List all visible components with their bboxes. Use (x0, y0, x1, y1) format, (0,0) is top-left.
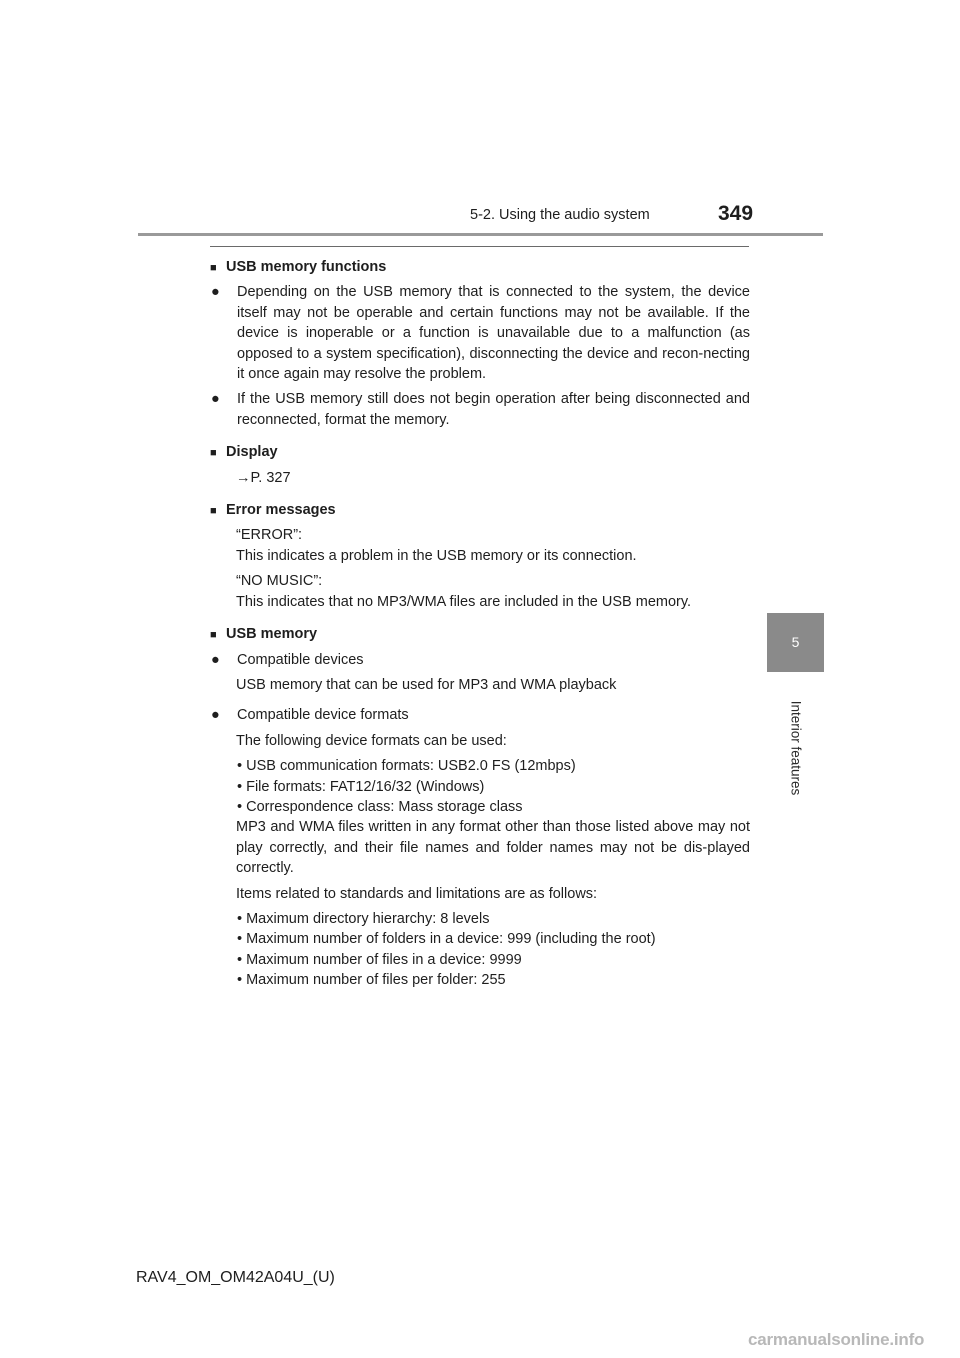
paragraph: The following device formats can be used: (236, 732, 507, 749)
error-label: “ERROR”: (236, 527, 303, 544)
bullet-text: Compatible devices (237, 651, 364, 668)
document-code: RAV4_OM_OM42A04U_(U) (136, 1269, 335, 1286)
header-divider (138, 233, 823, 236)
square-bullet-icon: ■ (210, 447, 217, 460)
content-divider (210, 246, 749, 247)
section-heading-usb-memory (210, 624, 750, 645)
paragraph: MP3 and WMA files written in any format other than those listed above may not play correctly, and their file names and folder names may not be dis-played correctly. (236, 819, 750, 877)
section-heading-errors (210, 500, 750, 521)
watermark: carmanualsonline.info (748, 1330, 925, 1349)
error-description: This indicates that no MP3/WMA files are included in the USB memory. (236, 593, 692, 610)
bullet-text: Compatible device formats (237, 707, 409, 724)
heading-text: USB memory (226, 626, 318, 643)
bullet-item (210, 650, 750, 670)
square-bullet-icon: ■ (210, 505, 217, 518)
list-item: • Correspondence class: Mass storage class (237, 798, 523, 815)
list-item: • Maximum number of files per folder: 255 (237, 972, 506, 989)
square-bullet-icon: ■ (210, 629, 217, 642)
page-reference: →P. 327 (236, 469, 291, 486)
circle-bullet-icon: ● (211, 391, 220, 408)
bullet-text: If the USB memory still does not begin operation after being disconnected and reconnected, format the memory. (237, 391, 750, 428)
error-description: This indicates a problem in the USB memory or its connection. (236, 547, 637, 564)
list-item: • Maximum directory hierarchy: 8 levels (237, 910, 490, 927)
main-content (210, 257, 750, 991)
error-label: “NO MUSIC”: (236, 573, 323, 590)
list-item: • USB communication formats: USB2.0 FS (12mbps) (237, 758, 576, 775)
page-number: 349 (718, 202, 754, 225)
bullet-item (210, 389, 750, 430)
circle-bullet-icon: ● (211, 651, 220, 668)
list-item: • Maximum number of folders in a device: 999 (including the root) (237, 931, 656, 948)
bullet-item (210, 282, 750, 384)
heading-text: Error messages (226, 502, 336, 519)
bullet-item (210, 705, 750, 725)
header-section-title: 5-2. Using the audio system (470, 207, 650, 223)
list-item: • File formats: FAT12/16/32 (Windows) (237, 778, 485, 795)
heading-text: USB memory functions (226, 259, 387, 275)
section-heading-usb-functions (210, 257, 750, 278)
bullet-text: Depending on the USB memory that is connected to the system, the device itself may not be operable and certain functions may not be available. If the device is inoperable or a function is unavailable due to a malfunction (as opposed to a system specification), disconnecting the device and recon-necting it once again may resolve the problem. (237, 284, 750, 383)
square-bullet-icon: ■ (210, 262, 217, 274)
paragraph: Items related to standards and limitations are as follows: (236, 885, 598, 902)
circle-bullet-icon: ● (211, 707, 220, 724)
section-heading-display (210, 442, 750, 463)
circle-bullet-icon: ● (211, 284, 220, 301)
list-item: • Maximum number of files in a device: 9999 (237, 951, 522, 968)
chapter-tab (767, 613, 824, 672)
chapter-title: Interior features (788, 700, 804, 796)
chapter-number: 5 (791, 634, 800, 650)
heading-text: Display (226, 444, 278, 461)
paragraph: USB memory that can be used for MP3 and WMA playback (236, 676, 617, 693)
